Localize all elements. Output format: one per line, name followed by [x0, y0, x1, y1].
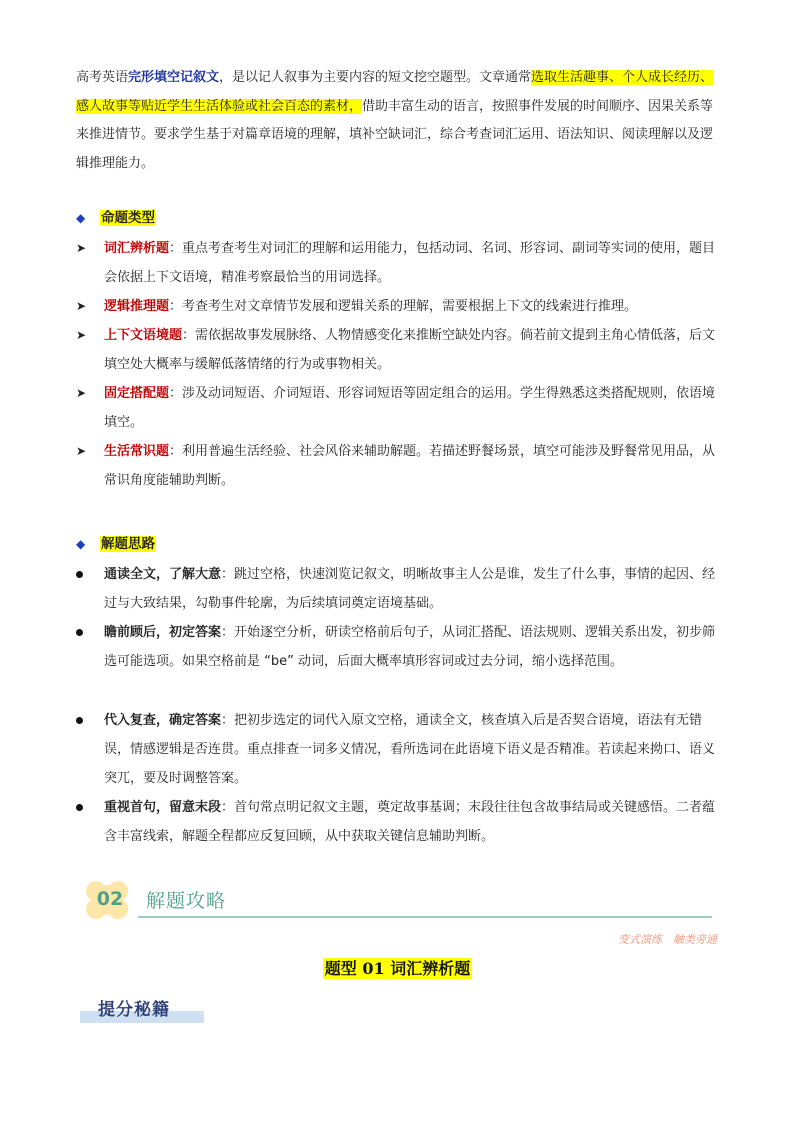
diamond-icon: ◆	[76, 537, 86, 551]
idea-term: 代入复查，确定答案	[104, 713, 222, 728]
intro-text-3: 借助丰富生动的语言，按照事件发展的时间顺序、因果关系等来推进情节。要求学生基于对篇章语境的理解，填补空缺词汇，综合考查词汇运用、语法知识、阅读理解以及逻辑推理能力。	[76, 98, 714, 171]
types-heading-text: 命题类型	[101, 210, 155, 226]
type-item	[76, 379, 722, 437]
bullet-dot-icon	[76, 793, 96, 822]
type-desc: ：涉及动词短语、介词短语、形容词短语等固定组合的运用。学生得熟悉这类搭配规则，依语境填空。	[104, 386, 716, 430]
types-heading	[76, 208, 156, 228]
section-subtitle: 变式演练 触类旁通	[618, 933, 717, 946]
bullet-dot-icon	[76, 618, 96, 647]
arrow-bullet-icon: ➤	[76, 241, 87, 255]
type-item	[76, 321, 722, 379]
idea-item	[76, 793, 722, 851]
intro-text-2: ，是以记人叙事为主要内容的短文挖空题型。文章通常	[219, 70, 532, 85]
type-term: 上下文语境题	[104, 328, 183, 343]
section-divider	[138, 916, 712, 918]
intro-text-1: 高考英语	[76, 70, 129, 85]
section-number: 02	[96, 888, 124, 910]
idea-item	[76, 706, 722, 793]
type-term: 词汇辨析题	[104, 241, 170, 256]
diamond-icon: ◆	[76, 211, 86, 225]
section-title: 解题攻略	[146, 890, 227, 912]
type-desc: ：利用普遍生活经验、社会风俗来辅助解题。若描述野餐场景，填空可能涉及野餐常见用品，从常识角度能辅助判断。	[104, 444, 716, 488]
arrow-bullet-icon: ➤	[76, 444, 87, 458]
idea-term: 瞻前顾后，初定答案	[104, 625, 222, 640]
tips-label-text: 提分秘籍	[98, 1000, 170, 1020]
idea-desc: ：开始逐空分析，研读空格前后句子，从词汇搭配、语法规则、逻辑关系出发，初步筛选可能选项。如果空格前是 “be” 动词，后面大概率填形容词或过去分词，缩小选择范围。	[104, 625, 716, 669]
idea-item	[76, 618, 722, 676]
bullet-dot-icon	[76, 706, 96, 735]
ideas-heading-text: 解题思路	[101, 536, 155, 552]
tips-label	[80, 995, 204, 1025]
idea-item	[76, 560, 722, 618]
type-term: 逻辑推理题	[104, 299, 170, 314]
intro-genre-term: 完形填空记叙文	[128, 70, 220, 85]
arrow-bullet-icon: ➤	[76, 328, 87, 342]
idea-term: 重视首句，留意末段	[104, 800, 222, 815]
type-term: 生活常识题	[104, 444, 170, 459]
intro-paragraph	[76, 64, 722, 178]
topic-title-text: 题型 01 词汇辨析题	[324, 959, 471, 978]
type-desc: ：重点考查考生对词汇的理解和运用能力，包括动词、名词、形容词、副词等实词的使用，题目会依据上下文语境，精准考察最恰当的用词选择。	[104, 241, 716, 285]
ideas-heading	[76, 534, 156, 554]
type-desc: ：需依据故事发展脉络、人物情感变化来推断空缺处内容。倘若前文提到主角心情低落，后文填空处大概率与缓解低落情绪的行为或事物相关。	[104, 328, 716, 372]
arrow-bullet-icon: ➤	[76, 386, 87, 400]
type-item	[76, 292, 722, 321]
bullet-dot-icon	[76, 560, 96, 589]
type-desc: ：考查考生对文章情节发展和逻辑关系的理解，需要根据上下文的线索进行推理。	[169, 299, 638, 314]
idea-desc: ：把初步选定的词代入原文空格，通读全文，核查填入后是否契合语境，语法有无错误，情感逻辑是否连贯。重点排查一词多义情况，看所选词在此语境下语义是否精准。若读起来拗口、语义突兀，要及时调整答案。	[104, 713, 716, 786]
type-item	[76, 234, 722, 292]
type-item	[76, 437, 722, 495]
intro-highlight: 选取生活趣事、个人成长经历、感人故事等贴近学生生活体验或社会百态的素材，	[76, 70, 714, 114]
section-header	[82, 876, 712, 922]
idea-desc: ：首句常点明记叙文主题，奠定故事基调；末段往往包含故事结局或关键感悟。二者蕴含丰富线索，解题全程都应反复回顾，从中获取关键信息辅助判断。	[104, 800, 716, 844]
topic-title	[0, 956, 795, 979]
type-term: 固定搭配题	[104, 386, 170, 401]
idea-term: 通读全文，了解大意	[104, 567, 222, 582]
arrow-bullet-icon: ➤	[76, 299, 87, 313]
idea-desc: ：跳过空格，快速浏览记叙文，明晰故事主人公是谁，发生了什么事，事情的起因、经过与大致结果，勾勒事件轮廓，为后续填词奠定语境基础。	[104, 567, 716, 611]
